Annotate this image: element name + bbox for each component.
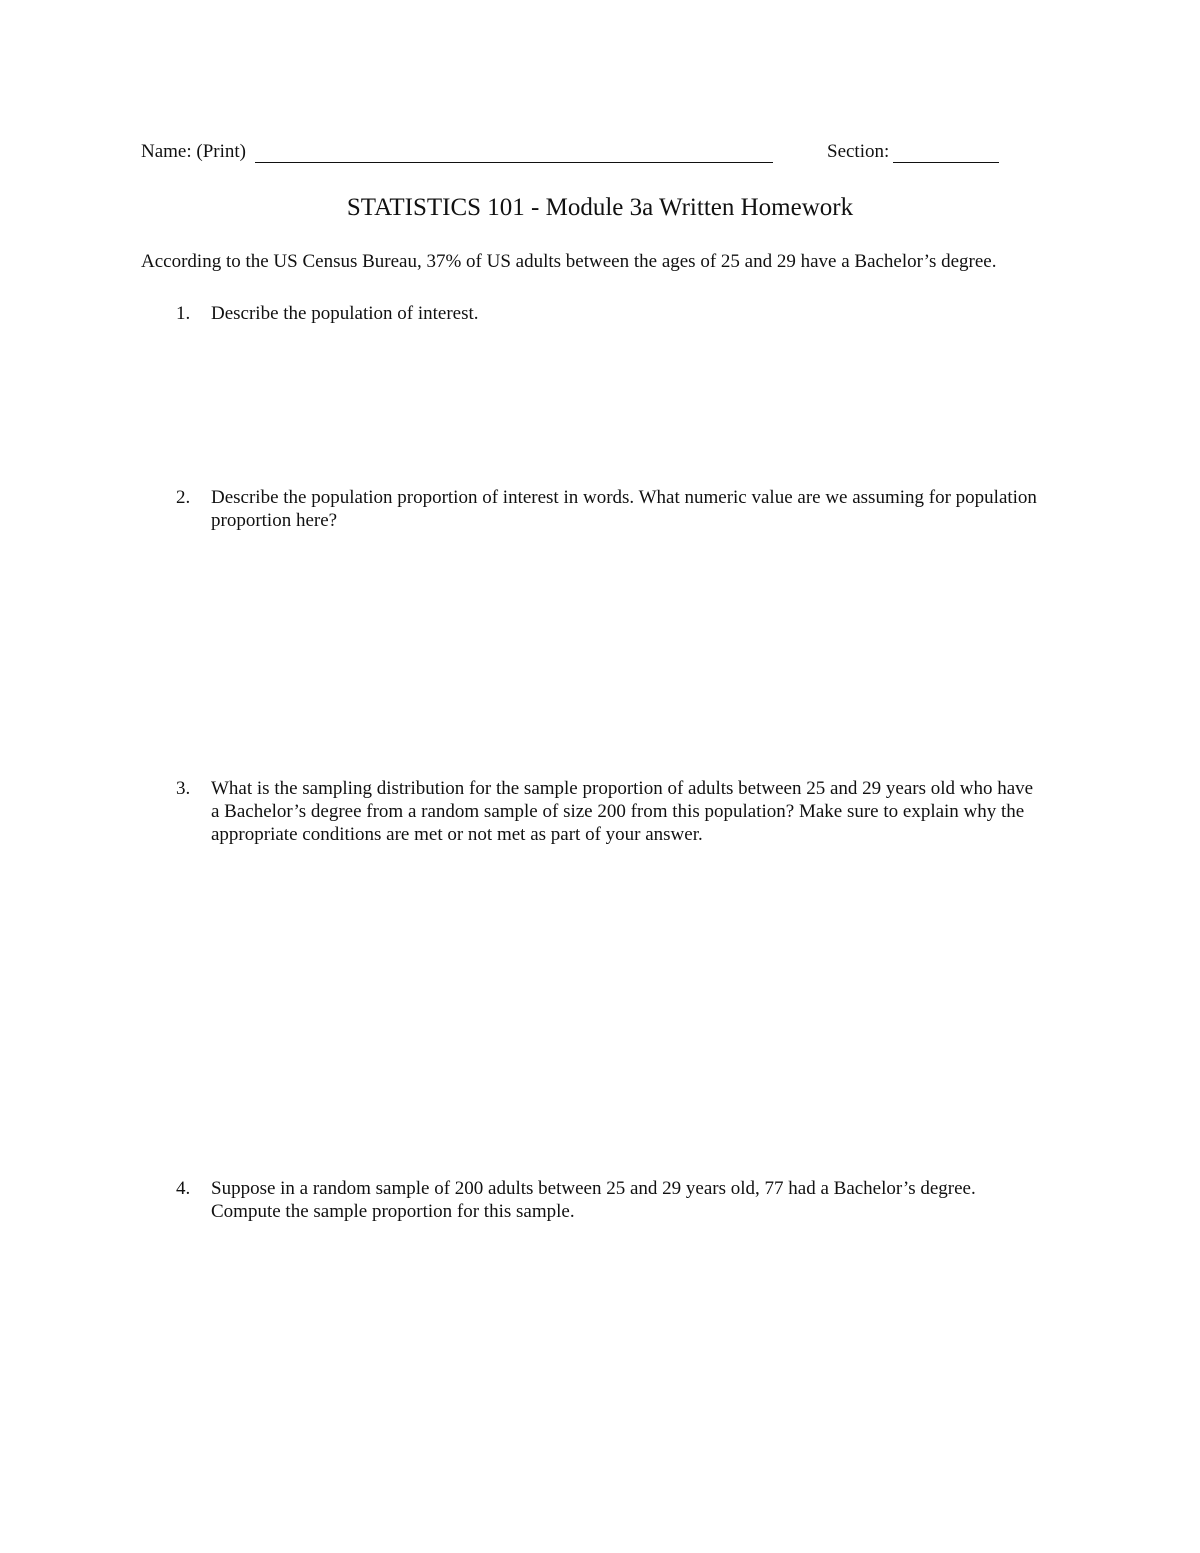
question-number: 1. <box>176 303 191 324</box>
question-text: Describe the population of interest. <box>211 303 479 324</box>
question-text: Suppose in a random sample of 200 adults between 25 and 29 years old, 77 had a Bachelor’s degree. Compute the sample proportion for this sample. <box>211 1178 976 1222</box>
question-number: 3. <box>176 778 191 799</box>
section-label: Section: <box>827 141 890 162</box>
section-blank-line <box>893 162 999 163</box>
question-number: 4. <box>176 1178 191 1199</box>
question-number: 2. <box>176 487 191 508</box>
question-text: What is the sampling distribution for the sample proportion of adults between 25 and 29 years old who have a Bachelor’s degree from a random sample of size 200 from this population? Make sure to explain why the appropriate conditions are met or not met as part of your answer. <box>211 778 1034 845</box>
name-blank-line <box>255 162 773 163</box>
intro-text: According to the US Census Bureau, 37% of US adults between the ages of 25 and 29 have a Bachelor’s degree. <box>141 251 997 272</box>
question-text: Describe the population proportion of interest in words. What numeric value are we assuming for population proportion here? <box>211 487 1037 531</box>
header-line <box>141 141 1011 167</box>
name-label: Name: (Print) <box>141 141 247 162</box>
page-title: STATISTICS 101 - Module 3a Written Homework <box>346 194 854 221</box>
